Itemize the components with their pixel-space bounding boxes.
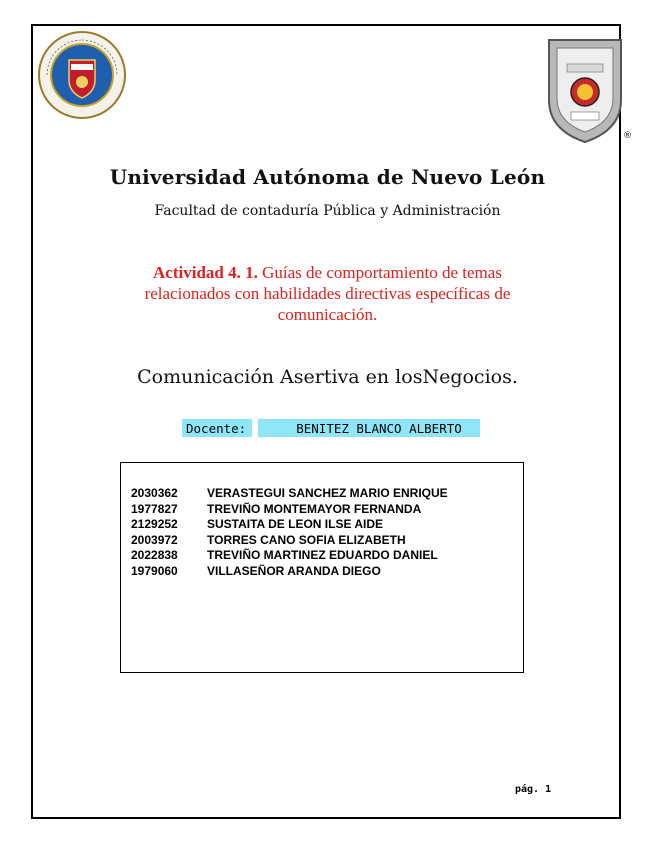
docente-name: BENITEZ BLANCO ALBERTO xyxy=(258,419,480,437)
student-name: TREVIÑO MARTINEZ EDUARDO DANIEL xyxy=(207,548,438,562)
student-id: 2129252 xyxy=(131,517,178,531)
docente-label: Docente: xyxy=(182,419,252,437)
student-row xyxy=(131,548,448,564)
student-name: VILLASEÑOR ARANDA DIEGO xyxy=(207,563,381,578)
student-id: 1977827 xyxy=(131,501,178,516)
faculty-title: Facultad de contaduría Pública y Administración xyxy=(154,203,501,219)
page-number: pág. 1 xyxy=(515,784,552,795)
student-name: TORRES CANO SOFIA ELIZABETH xyxy=(207,532,406,547)
student-list xyxy=(131,486,448,579)
student-name: TREVIÑO MONTEMAYOR FERNANDA xyxy=(207,501,422,516)
course-title: Comunicación Asertiva en losNegocios. xyxy=(137,366,518,388)
docente-row xyxy=(182,419,480,437)
student-row xyxy=(131,486,448,502)
svg-text:®: ® xyxy=(623,131,632,141)
student-id: 1979060 xyxy=(131,563,178,578)
student-row xyxy=(131,533,448,549)
students-box xyxy=(120,462,524,673)
activity-heading xyxy=(110,262,545,325)
student-row xyxy=(131,502,448,518)
student-name: VERASTEGUI SANCHEZ MARIO ENRIQUE xyxy=(207,486,448,500)
student-row xyxy=(131,564,448,580)
uanl-seal-logo xyxy=(37,30,127,120)
student-name: SUSTAITA DE LEON ILSE AIDE xyxy=(207,517,384,531)
university-title: Universidad Autónoma de Nuevo León xyxy=(109,165,546,189)
facpya-seal-logo xyxy=(537,30,633,145)
student-id: 2030362 xyxy=(131,486,178,500)
activity-text: Guías de comportamiento de temas relacionados con habilidades directivas específicas de comunicación. xyxy=(144,263,511,324)
student-id: 2003972 xyxy=(131,532,178,547)
activity-label: Actividad 4. 1. xyxy=(153,263,258,282)
student-id: 2022838 xyxy=(131,548,178,562)
student-row xyxy=(131,517,448,533)
